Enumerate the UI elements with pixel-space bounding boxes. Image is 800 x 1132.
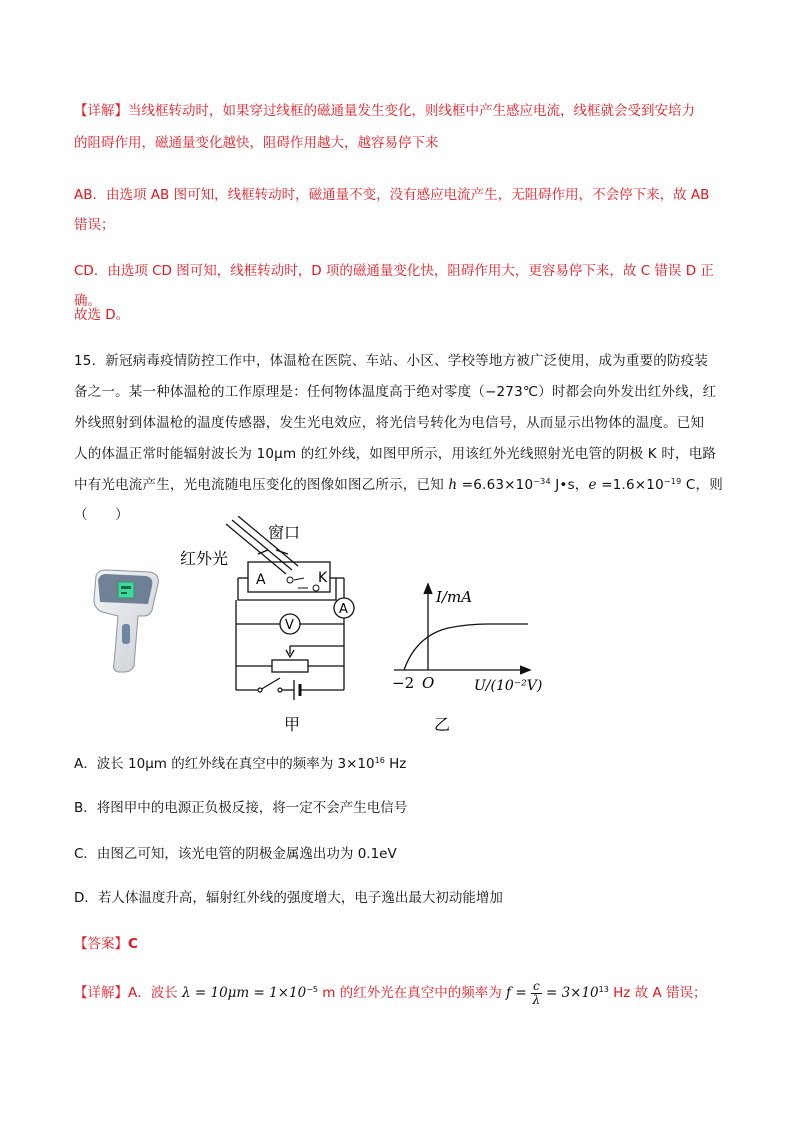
graph-origin: O [422,674,435,692]
explanation-tag: 【详解】 [74,103,128,119]
explanation-14-cd-line: CD．由选项 CD 图可知，线框转动时，D 项的磁通量变化快，阻碍作用大，更容易停下来，故 C 错误 D 正确。 [74,263,714,309]
graph-ylabel: I/mA [436,588,473,606]
rheostat-symbol [272,660,308,672]
switch-symbol [260,678,280,690]
answer-line [74,934,138,954]
fraction-c-over-lambda: $\frac{c}{\lambda}$ [532,978,541,1007]
question-15-line5: 中有光电流产生，光电流随电压变化的图像如图乙所示，已知 $h =6.63\times 10^{-34}$ J•s，$e =1.6\times 10^{-19}$ C，则（ ） [74,477,723,523]
circuit-diagram-jia [176,516,376,742]
question-15-line4: 人的体温正常时能辐射波长为 10μm 的红外线，如图甲所示，用该红外光线照射光电管的阴极 K 时，电路 [74,446,717,462]
answer-value: C [128,936,138,952]
option-c[interactable]: C．由图乙可知，该光电管的阴极金属逸出功为 0.1eV [74,846,397,862]
option-b[interactable]: B．将图甲中的电源正负极反接，将一定不会产生电信号 [74,800,408,816]
window-label: 窗口 [268,523,301,542]
anode-label: A [256,572,266,588]
voltmeter-label: V [285,618,294,633]
explanation-15-line1: 【详解】A．波长 $\lambda = 10\mu m = 1\times 10^{-5}$ m 的红外光在真空中的频率为 f = $\frac{c}{\lambda}$ = $3\times 10^{13}$ Hz 故 A 错误； [74,978,707,1007]
graph-xlabel: U/(10⁻²V) [474,678,543,694]
explanation-tag: 【详解】 [74,985,128,1001]
caption-jia: 甲 [284,715,301,734]
explanation-14-ab-line2: 错误； [74,217,115,233]
photocurrent-curve [404,624,528,670]
thermometer-gun-image [88,566,178,676]
question-15-line1: 15．新冠病毒疫情防控工作中，体温枪在医院、车站、小区、学校等地方被广泛使用，成为重要的防疫装 [74,353,709,369]
option-d[interactable]: D．若人体温度升高，辐射红外线的强度增大，电子逸出最大初动能增加 [74,890,503,906]
infrared-label: 红外光 [180,549,229,568]
explanation-14-ab-line1: AB．由选项 AB 图可知，线框转动时，磁通量不变，没有感应电流产生，无阻碍作用，不会停下来，故 AB [74,187,710,203]
option-a[interactable]: A．波长 10μm 的红外线在真空中的频率为 $3\times 10^{16}$ Hz [74,756,407,772]
question-15-line2: 备之一。某一种体温枪的工作原理是：任何物体温度高于绝对零度（−273℃）时都会向外发出红外线，红 [74,384,717,400]
ammeter-label: A [339,602,348,617]
answer-tag: 【答案】 [74,936,128,952]
explanation-14-choice: 故选 D。 [74,307,130,323]
explanation-14-line1: 【详解】当线框转动时，如果穿过线框的磁通量发生变化，则线框中产生感应电流，线框就会受到安培力 [74,103,695,119]
caption-yi: 乙 [434,715,451,734]
graph-neg-tick: −2 [392,674,415,692]
explanation-14-line2: 的阻碍作用，磁通量变化越快，阻碍作用越大，越容易停下来 [74,135,439,151]
iu-graph-yi [388,580,568,742]
cathode-label: K [318,570,328,586]
question-15-line3: 外线照射到体温枪的温度传感器，发生光电效应，将光信号转化为电信号，从而显示出物体的温度。已知 [74,415,705,431]
